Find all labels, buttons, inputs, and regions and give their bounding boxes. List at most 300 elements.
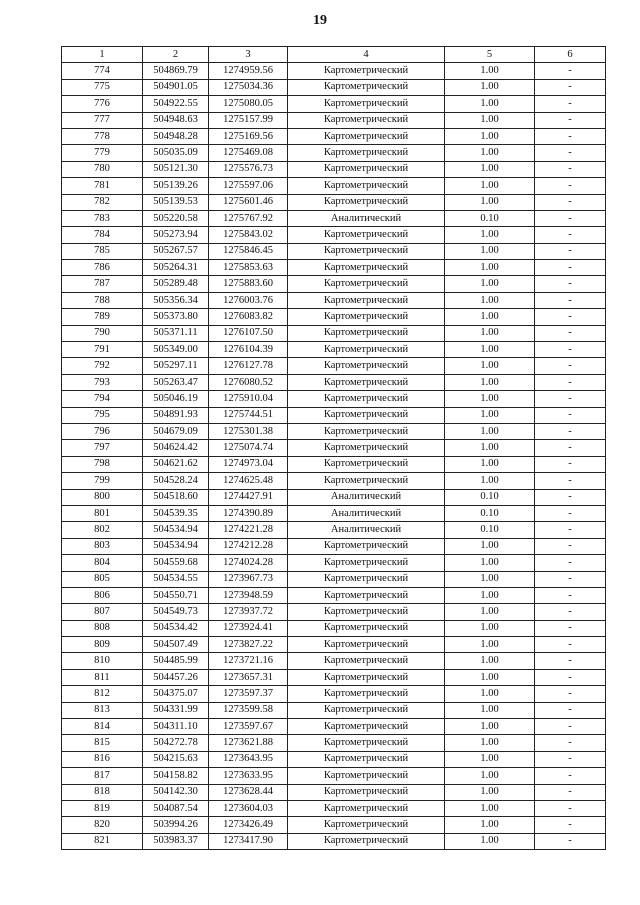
accuracy-cell: 1.00 xyxy=(445,817,535,833)
table-row xyxy=(62,784,606,800)
method-cell: Картометрический xyxy=(288,571,445,587)
point-number-cell: 805 xyxy=(62,571,143,587)
note-cell: - xyxy=(535,309,606,325)
note-cell: - xyxy=(535,702,606,718)
method-cell: Картометрический xyxy=(288,161,445,177)
point-number-cell: 777 xyxy=(62,112,143,128)
table-row xyxy=(62,538,606,554)
point-number-cell: 776 xyxy=(62,96,143,112)
table-row xyxy=(62,555,606,571)
table-row xyxy=(62,161,606,177)
table-row xyxy=(62,587,606,603)
accuracy-cell: 1.00 xyxy=(445,358,535,374)
x-coordinate-cell: 504922.55 xyxy=(143,96,209,112)
y-coordinate-cell: 1275080.05 xyxy=(209,96,288,112)
note-cell: - xyxy=(535,735,606,751)
table-row xyxy=(62,604,606,620)
y-coordinate-cell: 1273657.31 xyxy=(209,669,288,685)
accuracy-cell: 1.00 xyxy=(445,833,535,849)
x-coordinate-cell: 504087.54 xyxy=(143,800,209,816)
method-cell: Картометрический xyxy=(288,309,445,325)
accuracy-cell: 0.10 xyxy=(445,522,535,538)
method-cell: Картометрический xyxy=(288,63,445,79)
y-coordinate-cell: 1273643.95 xyxy=(209,751,288,767)
method-cell: Картометрический xyxy=(288,456,445,472)
method-cell: Картометрический xyxy=(288,702,445,718)
y-coordinate-cell: 1275034.36 xyxy=(209,79,288,95)
note-cell: - xyxy=(535,128,606,144)
note-cell: - xyxy=(535,210,606,226)
method-cell: Картометрический xyxy=(288,128,445,144)
table-row xyxy=(62,669,606,685)
y-coordinate-cell: 1275597.06 xyxy=(209,178,288,194)
y-coordinate-cell: 1275767.92 xyxy=(209,210,288,226)
point-number-cell: 790 xyxy=(62,325,143,341)
note-cell: - xyxy=(535,391,606,407)
table-row xyxy=(62,473,606,489)
accuracy-cell: 1.00 xyxy=(445,555,535,571)
method-cell: Картометрический xyxy=(288,587,445,603)
method-cell: Картометрический xyxy=(288,538,445,554)
method-cell: Картометрический xyxy=(288,653,445,669)
point-number-cell: 775 xyxy=(62,79,143,95)
x-coordinate-cell: 504534.55 xyxy=(143,571,209,587)
method-cell: Картометрический xyxy=(288,637,445,653)
accuracy-cell: 1.00 xyxy=(445,751,535,767)
y-coordinate-cell: 1273827.22 xyxy=(209,637,288,653)
accuracy-cell: 1.00 xyxy=(445,800,535,816)
y-coordinate-cell: 1276104.39 xyxy=(209,342,288,358)
table-row xyxy=(62,686,606,702)
method-cell: Картометрический xyxy=(288,768,445,784)
y-coordinate-cell: 1274427.91 xyxy=(209,489,288,505)
note-cell: - xyxy=(535,358,606,374)
point-number-cell: 785 xyxy=(62,243,143,259)
table-row xyxy=(62,440,606,456)
y-coordinate-cell: 1273426.49 xyxy=(209,817,288,833)
y-coordinate-cell: 1274212.28 xyxy=(209,538,288,554)
accuracy-cell: 1.00 xyxy=(445,604,535,620)
accuracy-cell: 1.00 xyxy=(445,391,535,407)
method-cell: Картометрический xyxy=(288,374,445,390)
table-row xyxy=(62,227,606,243)
table-row xyxy=(62,571,606,587)
table-row xyxy=(62,702,606,718)
note-cell: - xyxy=(535,178,606,194)
y-coordinate-cell: 1276107.50 xyxy=(209,325,288,341)
y-coordinate-cell: 1274390.89 xyxy=(209,505,288,521)
point-number-cell: 811 xyxy=(62,669,143,685)
note-cell: - xyxy=(535,522,606,538)
note-cell: - xyxy=(535,587,606,603)
accuracy-cell: 1.00 xyxy=(445,637,535,653)
point-number-cell: 821 xyxy=(62,833,143,849)
accuracy-cell: 1.00 xyxy=(445,325,535,341)
note-cell: - xyxy=(535,719,606,735)
y-coordinate-cell: 1275744.51 xyxy=(209,407,288,423)
note-cell: - xyxy=(535,276,606,292)
y-coordinate-cell: 1273628.44 xyxy=(209,784,288,800)
point-number-cell: 801 xyxy=(62,505,143,521)
note-cell: - xyxy=(535,555,606,571)
y-coordinate-cell: 1275910.04 xyxy=(209,391,288,407)
method-cell: Картометрический xyxy=(288,358,445,374)
x-coordinate-cell: 505046.19 xyxy=(143,391,209,407)
y-coordinate-cell: 1275843.02 xyxy=(209,227,288,243)
y-coordinate-cell: 1276003.76 xyxy=(209,292,288,308)
x-coordinate-cell: 504528.24 xyxy=(143,473,209,489)
x-coordinate-cell: 504457.26 xyxy=(143,669,209,685)
y-coordinate-cell: 1274221.28 xyxy=(209,522,288,538)
x-coordinate-cell: 504331.99 xyxy=(143,702,209,718)
note-cell: - xyxy=(535,423,606,439)
accuracy-cell: 1.00 xyxy=(445,538,535,554)
table-row xyxy=(62,128,606,144)
accuracy-cell: 1.00 xyxy=(445,276,535,292)
table-row xyxy=(62,145,606,161)
y-coordinate-cell: 1273924.41 xyxy=(209,620,288,636)
table-row xyxy=(62,456,606,472)
table-row xyxy=(62,637,606,653)
y-coordinate-cell: 1275074.74 xyxy=(209,440,288,456)
method-cell: Аналитический xyxy=(288,522,445,538)
point-number-cell: 798 xyxy=(62,456,143,472)
point-number-cell: 789 xyxy=(62,309,143,325)
accuracy-cell: 1.00 xyxy=(445,112,535,128)
table-row xyxy=(62,653,606,669)
x-coordinate-cell: 505035.09 xyxy=(143,145,209,161)
accuracy-cell: 1.00 xyxy=(445,227,535,243)
table-row xyxy=(62,489,606,505)
method-cell: Картометрический xyxy=(288,719,445,735)
table-row xyxy=(62,407,606,423)
column-header: 1 xyxy=(62,47,143,63)
accuracy-cell: 1.00 xyxy=(445,63,535,79)
method-cell: Картометрический xyxy=(288,800,445,816)
note-cell: - xyxy=(535,342,606,358)
note-cell: - xyxy=(535,473,606,489)
method-cell: Картометрический xyxy=(288,555,445,571)
point-number-cell: 804 xyxy=(62,555,143,571)
x-coordinate-cell: 504142.30 xyxy=(143,784,209,800)
point-number-cell: 819 xyxy=(62,800,143,816)
table-row xyxy=(62,292,606,308)
method-cell: Картометрический xyxy=(288,817,445,833)
method-cell: Аналитический xyxy=(288,505,445,521)
accuracy-cell: 1.00 xyxy=(445,407,535,423)
table-row xyxy=(62,63,606,79)
accuracy-cell: 1.00 xyxy=(445,456,535,472)
point-number-cell: 807 xyxy=(62,604,143,620)
accuracy-cell: 1.00 xyxy=(445,342,535,358)
point-number-cell: 797 xyxy=(62,440,143,456)
table-row xyxy=(62,79,606,95)
note-cell: - xyxy=(535,637,606,653)
point-number-cell: 788 xyxy=(62,292,143,308)
point-number-cell: 786 xyxy=(62,260,143,276)
method-cell: Картометрический xyxy=(288,292,445,308)
note-cell: - xyxy=(535,669,606,685)
x-coordinate-cell: 504375.07 xyxy=(143,686,209,702)
accuracy-cell: 0.10 xyxy=(445,210,535,226)
y-coordinate-cell: 1275301.38 xyxy=(209,423,288,439)
note-cell: - xyxy=(535,751,606,767)
method-cell: Картометрический xyxy=(288,260,445,276)
y-coordinate-cell: 1274973.04 xyxy=(209,456,288,472)
y-coordinate-cell: 1276127.78 xyxy=(209,358,288,374)
x-coordinate-cell: 504624.42 xyxy=(143,440,209,456)
accuracy-cell: 1.00 xyxy=(445,128,535,144)
column-header: 5 xyxy=(445,47,535,63)
method-cell: Картометрический xyxy=(288,833,445,849)
x-coordinate-cell: 504158.82 xyxy=(143,768,209,784)
column-header: 4 xyxy=(288,47,445,63)
accuracy-cell: 1.00 xyxy=(445,620,535,636)
note-cell: - xyxy=(535,686,606,702)
table-row xyxy=(62,194,606,210)
note-cell: - xyxy=(535,440,606,456)
method-cell: Картометрический xyxy=(288,227,445,243)
method-cell: Аналитический xyxy=(288,210,445,226)
note-cell: - xyxy=(535,79,606,95)
note-cell: - xyxy=(535,194,606,210)
note-cell: - xyxy=(535,768,606,784)
table-row xyxy=(62,391,606,407)
note-cell: - xyxy=(535,260,606,276)
note-cell: - xyxy=(535,227,606,243)
x-coordinate-cell: 504891.93 xyxy=(143,407,209,423)
accuracy-cell: 1.00 xyxy=(445,571,535,587)
point-number-cell: 795 xyxy=(62,407,143,423)
point-number-cell: 808 xyxy=(62,620,143,636)
note-cell: - xyxy=(535,145,606,161)
point-number-cell: 810 xyxy=(62,653,143,669)
accuracy-cell: 0.10 xyxy=(445,489,535,505)
table-row xyxy=(62,735,606,751)
x-coordinate-cell: 504679.09 xyxy=(143,423,209,439)
y-coordinate-cell: 1273967.73 xyxy=(209,571,288,587)
x-coordinate-cell: 504507.49 xyxy=(143,637,209,653)
note-cell: - xyxy=(535,407,606,423)
table-row xyxy=(62,423,606,439)
y-coordinate-cell: 1273937.72 xyxy=(209,604,288,620)
note-cell: - xyxy=(535,505,606,521)
y-coordinate-cell: 1273417.90 xyxy=(209,833,288,849)
method-cell: Картометрический xyxy=(288,145,445,161)
accuracy-cell: 1.00 xyxy=(445,735,535,751)
note-cell: - xyxy=(535,784,606,800)
accuracy-cell: 0.10 xyxy=(445,505,535,521)
header-row xyxy=(62,47,606,63)
y-coordinate-cell: 1274625.48 xyxy=(209,473,288,489)
note-cell: - xyxy=(535,800,606,816)
accuracy-cell: 1.00 xyxy=(445,653,535,669)
method-cell: Картометрический xyxy=(288,178,445,194)
table-row xyxy=(62,178,606,194)
note-cell: - xyxy=(535,653,606,669)
table-row xyxy=(62,833,606,849)
method-cell: Картометрический xyxy=(288,669,445,685)
table-row xyxy=(62,719,606,735)
table-row xyxy=(62,817,606,833)
x-coordinate-cell: 505371.11 xyxy=(143,325,209,341)
point-number-cell: 796 xyxy=(62,423,143,439)
point-number-cell: 783 xyxy=(62,210,143,226)
y-coordinate-cell: 1276083.82 xyxy=(209,309,288,325)
method-cell: Картометрический xyxy=(288,79,445,95)
point-number-cell: 816 xyxy=(62,751,143,767)
x-coordinate-cell: 504215.63 xyxy=(143,751,209,767)
note-cell: - xyxy=(535,63,606,79)
method-cell: Картометрический xyxy=(288,243,445,259)
y-coordinate-cell: 1275883.60 xyxy=(209,276,288,292)
point-number-cell: 803 xyxy=(62,538,143,554)
method-cell: Картометрический xyxy=(288,391,445,407)
accuracy-cell: 1.00 xyxy=(445,309,535,325)
y-coordinate-cell: 1273621.88 xyxy=(209,735,288,751)
x-coordinate-cell: 505139.53 xyxy=(143,194,209,210)
x-coordinate-cell: 504518.60 xyxy=(143,489,209,505)
accuracy-cell: 1.00 xyxy=(445,784,535,800)
point-number-cell: 787 xyxy=(62,276,143,292)
accuracy-cell: 1.00 xyxy=(445,473,535,489)
table-row xyxy=(62,260,606,276)
point-number-cell: 815 xyxy=(62,735,143,751)
method-cell: Картометрический xyxy=(288,276,445,292)
y-coordinate-cell: 1273633.95 xyxy=(209,768,288,784)
table-row xyxy=(62,243,606,259)
table-row xyxy=(62,325,606,341)
note-cell: - xyxy=(535,161,606,177)
x-coordinate-cell: 505139.26 xyxy=(143,178,209,194)
table-row xyxy=(62,309,606,325)
x-coordinate-cell: 505263.47 xyxy=(143,374,209,390)
accuracy-cell: 1.00 xyxy=(445,440,535,456)
note-cell: - xyxy=(535,489,606,505)
x-coordinate-cell: 504948.63 xyxy=(143,112,209,128)
table-row xyxy=(62,751,606,767)
y-coordinate-cell: 1273948.59 xyxy=(209,587,288,603)
x-coordinate-cell: 505267.57 xyxy=(143,243,209,259)
note-cell: - xyxy=(535,96,606,112)
point-number-cell: 802 xyxy=(62,522,143,538)
note-cell: - xyxy=(535,456,606,472)
y-coordinate-cell: 1275469.08 xyxy=(209,145,288,161)
table-row xyxy=(62,276,606,292)
x-coordinate-cell: 504534.42 xyxy=(143,620,209,636)
accuracy-cell: 1.00 xyxy=(445,587,535,603)
column-header: 3 xyxy=(209,47,288,63)
accuracy-cell: 1.00 xyxy=(445,96,535,112)
x-coordinate-cell: 504549.73 xyxy=(143,604,209,620)
accuracy-cell: 1.00 xyxy=(445,423,535,439)
point-number-cell: 812 xyxy=(62,686,143,702)
point-number-cell: 780 xyxy=(62,161,143,177)
accuracy-cell: 1.00 xyxy=(445,669,535,685)
accuracy-cell: 1.00 xyxy=(445,243,535,259)
method-cell: Картометрический xyxy=(288,423,445,439)
note-cell: - xyxy=(535,538,606,554)
method-cell: Картометрический xyxy=(288,473,445,489)
note-cell: - xyxy=(535,571,606,587)
x-coordinate-cell: 504948.28 xyxy=(143,128,209,144)
table-row xyxy=(62,522,606,538)
point-number-cell: 814 xyxy=(62,719,143,735)
accuracy-cell: 1.00 xyxy=(445,702,535,718)
method-cell: Картометрический xyxy=(288,784,445,800)
table-row xyxy=(62,505,606,521)
x-coordinate-cell: 505121.30 xyxy=(143,161,209,177)
x-coordinate-cell: 504901.05 xyxy=(143,79,209,95)
point-number-cell: 799 xyxy=(62,473,143,489)
x-coordinate-cell: 505264.31 xyxy=(143,260,209,276)
accuracy-cell: 1.00 xyxy=(445,686,535,702)
column-header: 6 xyxy=(535,47,606,63)
method-cell: Картометрический xyxy=(288,686,445,702)
table-row xyxy=(62,768,606,784)
table-row xyxy=(62,358,606,374)
point-number-cell: 813 xyxy=(62,702,143,718)
method-cell: Картометрический xyxy=(288,604,445,620)
x-coordinate-cell: 504272.78 xyxy=(143,735,209,751)
note-cell: - xyxy=(535,817,606,833)
method-cell: Картометрический xyxy=(288,194,445,210)
point-number-cell: 784 xyxy=(62,227,143,243)
accuracy-cell: 1.00 xyxy=(445,260,535,276)
table-row xyxy=(62,210,606,226)
x-coordinate-cell: 505297.11 xyxy=(143,358,209,374)
y-coordinate-cell: 1273599.58 xyxy=(209,702,288,718)
coordinates-table xyxy=(61,46,606,850)
x-coordinate-cell: 505273.94 xyxy=(143,227,209,243)
table-header xyxy=(62,47,606,63)
y-coordinate-cell: 1274959.56 xyxy=(209,63,288,79)
method-cell: Аналитический xyxy=(288,489,445,505)
x-coordinate-cell: 504485.99 xyxy=(143,653,209,669)
accuracy-cell: 1.00 xyxy=(445,374,535,390)
point-number-cell: 806 xyxy=(62,587,143,603)
y-coordinate-cell: 1275576.73 xyxy=(209,161,288,177)
method-cell: Картометрический xyxy=(288,440,445,456)
x-coordinate-cell: 505349.00 xyxy=(143,342,209,358)
table-row xyxy=(62,112,606,128)
x-coordinate-cell: 505356.34 xyxy=(143,292,209,308)
note-cell: - xyxy=(535,325,606,341)
x-coordinate-cell: 503983.37 xyxy=(143,833,209,849)
x-coordinate-cell: 505220.58 xyxy=(143,210,209,226)
point-number-cell: 817 xyxy=(62,768,143,784)
point-number-cell: 818 xyxy=(62,784,143,800)
x-coordinate-cell: 505373.80 xyxy=(143,309,209,325)
x-coordinate-cell: 504311.10 xyxy=(143,719,209,735)
accuracy-cell: 1.00 xyxy=(445,292,535,308)
y-coordinate-cell: 1275169.56 xyxy=(209,128,288,144)
x-coordinate-cell: 503994.26 xyxy=(143,817,209,833)
note-cell: - xyxy=(535,292,606,308)
method-cell: Картометрический xyxy=(288,407,445,423)
point-number-cell: 781 xyxy=(62,178,143,194)
accuracy-cell: 1.00 xyxy=(445,145,535,161)
point-number-cell: 792 xyxy=(62,358,143,374)
column-header: 2 xyxy=(143,47,209,63)
x-coordinate-cell: 504559.68 xyxy=(143,555,209,571)
method-cell: Картометрический xyxy=(288,620,445,636)
note-cell: - xyxy=(535,604,606,620)
table-body xyxy=(62,63,606,850)
x-coordinate-cell: 504869.79 xyxy=(143,63,209,79)
table-row xyxy=(62,342,606,358)
note-cell: - xyxy=(535,833,606,849)
